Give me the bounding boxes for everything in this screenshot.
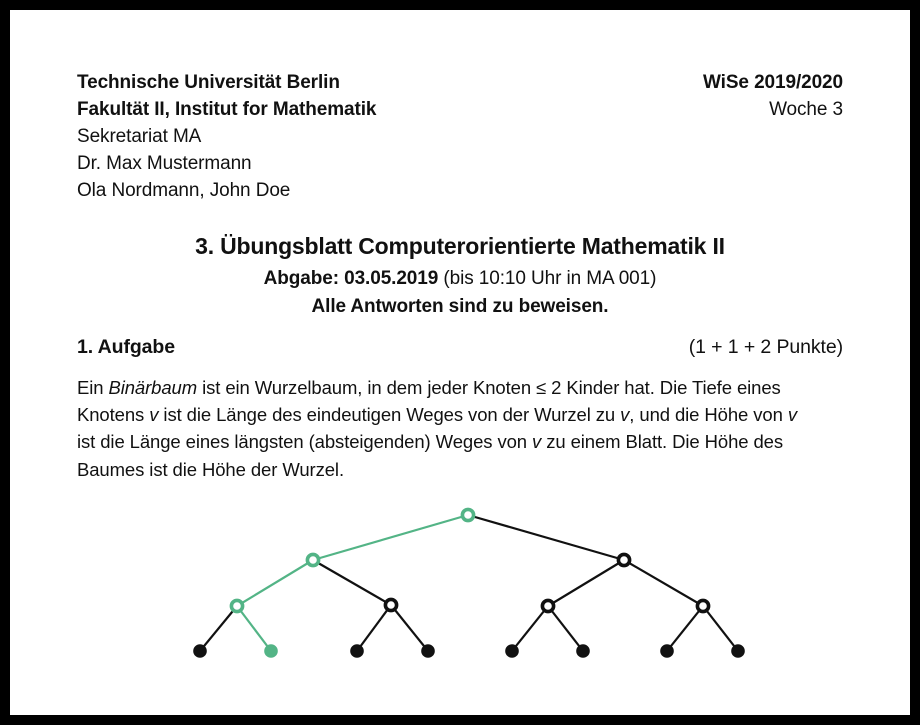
tree-edge xyxy=(237,560,313,606)
tree-edge xyxy=(548,560,624,606)
tree-edge xyxy=(548,606,583,651)
body-line xyxy=(77,374,843,401)
tree-edge xyxy=(357,605,391,651)
exercise-points: (1 + 1 + 2 Punkte) xyxy=(688,336,843,358)
sheet-title: 3. Übungsblatt Computerorientierte Mathematik II xyxy=(195,233,725,259)
italic-term: v xyxy=(787,404,798,426)
document-header xyxy=(77,69,843,204)
tree-node-internal xyxy=(462,509,473,520)
tree-edge xyxy=(200,606,237,651)
proof-note: Alle Antworten sind zu beweisen. xyxy=(311,296,609,317)
tree-edge xyxy=(512,606,548,651)
tree-edge xyxy=(624,560,703,606)
tree-node-leaf xyxy=(421,644,435,658)
italic-term: v xyxy=(620,404,630,426)
italic-term: Binärbaum xyxy=(108,377,198,398)
header-secretariat: Sekretariat MA xyxy=(77,126,202,147)
tree-edge xyxy=(237,606,271,651)
tree-node-internal xyxy=(542,600,553,611)
exercise-heading: 1. Aufgabe xyxy=(77,336,175,358)
tree-node-leaf xyxy=(193,644,207,658)
tree-edge xyxy=(703,606,738,651)
body-line xyxy=(77,401,843,428)
text-run: zu einem Blatt. Die Höhe des xyxy=(541,431,784,453)
text-run: ist ein Wurzelbaum, in dem jeder Knoten ≤ 2 Kinder hat. Die Tiefe eines xyxy=(197,377,781,398)
header-left-block xyxy=(77,69,376,204)
text-run: ist die Länge eines längsten (absteigenden) Weges von xyxy=(77,431,533,453)
header-semester: WiSe 2019/2020 xyxy=(703,72,843,93)
exercise-body xyxy=(77,374,843,483)
header-lecturer: Dr. Max Mustermann xyxy=(77,153,252,174)
body-line xyxy=(77,456,843,483)
binary-tree-diagram xyxy=(160,488,780,680)
header-right-block xyxy=(703,69,843,204)
header-faculty: Fakultät II, Institut for Mathematik xyxy=(77,99,377,120)
tree-edge xyxy=(391,605,428,651)
tree-node-internal xyxy=(385,599,396,610)
deadline-line xyxy=(10,268,910,290)
tree-node-leaf xyxy=(264,644,278,658)
exercise-heading-row xyxy=(77,336,843,359)
tree-edge xyxy=(468,515,624,560)
header-assistants: Ola Nordmann, John Doe xyxy=(77,180,291,201)
tree-node-leaf xyxy=(660,644,674,658)
italic-term: v xyxy=(149,404,159,426)
tree-edge xyxy=(313,515,468,560)
tree-node-internal xyxy=(697,600,708,611)
header-university: Technische Universität Berlin xyxy=(77,72,340,93)
deadline-details: (bis 10:10 Uhr in MA 001) xyxy=(438,268,657,289)
body-line xyxy=(77,428,843,455)
deadline-date: Abgabe: 03.05.2019 xyxy=(263,268,439,289)
italic-term: v xyxy=(532,431,542,453)
tree-node-leaf xyxy=(350,644,364,658)
tree-node-internal xyxy=(231,600,242,611)
tree-node-leaf xyxy=(576,644,590,658)
text-run: Knotens xyxy=(77,404,150,426)
text-run: Baumes ist die Höhe der Wurzel. xyxy=(77,458,344,480)
header-week: Woche 3 xyxy=(769,99,843,120)
text-run: Ein xyxy=(77,377,109,398)
tree-edge xyxy=(667,606,703,651)
tree-edge xyxy=(313,560,391,605)
text-run: ist die Länge des eindeutigen Weges von der Wurzel zu xyxy=(158,404,621,426)
tree-node-leaf xyxy=(731,644,745,658)
text-run: , und die Höhe von xyxy=(629,404,788,426)
tree-node-leaf xyxy=(505,644,519,658)
tree-node-internal xyxy=(307,554,318,565)
tree-node-internal xyxy=(618,554,629,565)
